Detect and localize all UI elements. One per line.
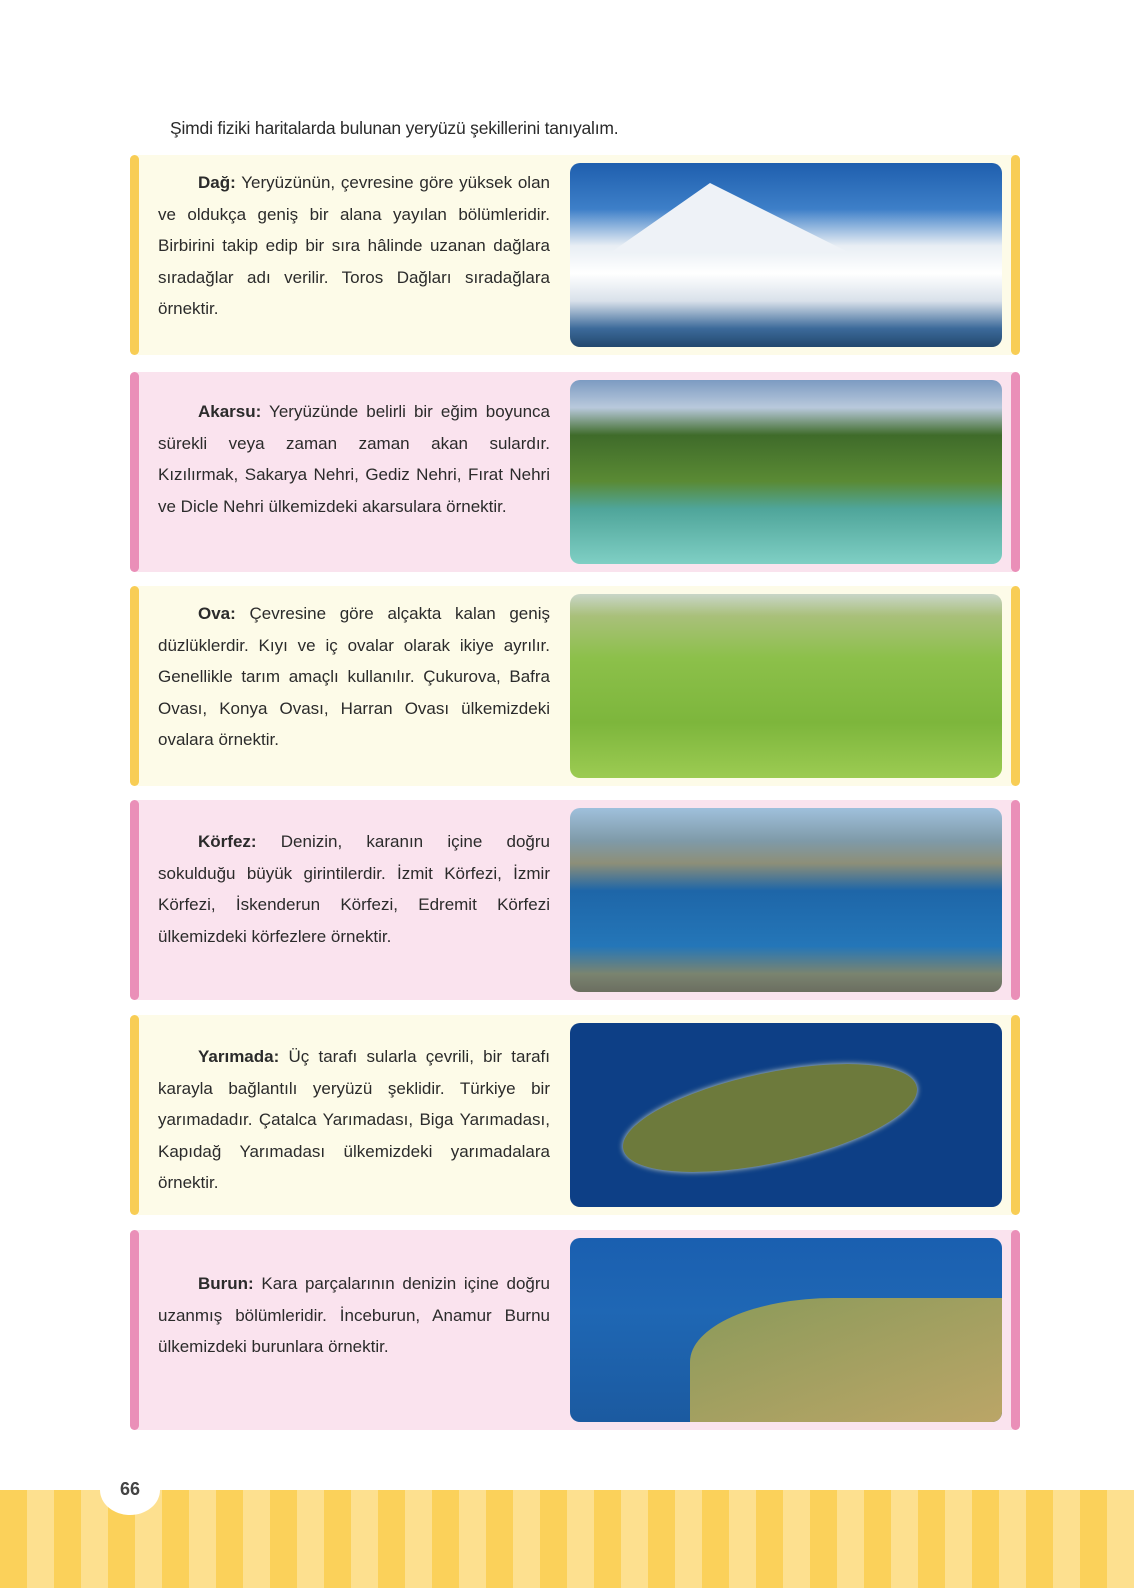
definition: Kara parçalarının denizin içine doğru uzanmış bölümleridir. İnceburun, Anamur Burnu ülkemizdeki burunlara örnektir. xyxy=(158,1274,550,1356)
section-text xyxy=(158,826,550,952)
section-ova xyxy=(130,586,1020,786)
plain-photo xyxy=(570,594,1002,778)
definition: Yeryüzünde belirli bir eğim boyunca sürekli veya zaman zaman akan sulardır. Kızılırmak, Sakarya Nehri, Gediz Nehri, Fırat Nehri ve Dicle Nehri ülkemizdeki akarsulara örnektir. xyxy=(158,402,551,516)
accent-bar xyxy=(1011,372,1020,572)
cape-photo xyxy=(570,1238,1002,1422)
section-text xyxy=(158,598,550,756)
accent-bar xyxy=(130,155,139,355)
section-text xyxy=(158,167,550,325)
accent-bar xyxy=(1011,1230,1020,1430)
section-dag xyxy=(130,155,1020,355)
definition: Yeryüzünün, çevresine göre yüksek olan ve oldukça geniş bir alana yayılan bölümleridir. Birbirini takip edip bir sıra hâlinde uzanan dağlara sıradağlar adı verilir. Toros Dağları sıradağlara örnektir. xyxy=(158,173,550,318)
peninsula-photo xyxy=(570,1023,1002,1207)
accent-bar xyxy=(130,1015,139,1215)
footer-stripes xyxy=(0,1490,1134,1588)
accent-bar xyxy=(130,372,139,572)
section-akarsu xyxy=(130,372,1020,572)
section-text xyxy=(158,1268,550,1363)
term: Ova: xyxy=(198,604,236,623)
river-photo xyxy=(570,380,1002,564)
term: Akarsu: xyxy=(198,402,262,421)
accent-bar xyxy=(1011,155,1020,355)
accent-bar xyxy=(1011,1015,1020,1215)
term: Burun: xyxy=(198,1274,254,1293)
definition: Çevresine göre alçakta kalan geniş düzlüklerdir. Kıyı ve iç ovalar olarak ikiye ayrılır. Genellikle tarım amaçlı kullanılır. Çukurova, Bafra Ovası, Konya Ovası, Harran Ovası ülkemizdeki ovalara örnektir. xyxy=(158,604,550,749)
section-korfez xyxy=(130,800,1020,1000)
accent-bar xyxy=(1011,800,1020,1000)
page-number: 66 xyxy=(100,1465,160,1515)
accent-bar xyxy=(130,800,139,1000)
section-text xyxy=(158,396,550,522)
definition: Üç tarafı sularla çevrili, bir tarafı karayla bağlantılı yeryüzü şeklidir. Türkiye bir yarımadadır. Çatalca Yarımadası, Biga Yarımadası, Kapıdağ Yarımadası ülkemizdeki yarımadalara örnektir. xyxy=(158,1047,550,1192)
term: Dağ: xyxy=(198,173,236,192)
section-text xyxy=(158,1041,550,1199)
term: Körfez: xyxy=(198,832,257,851)
mountain-photo xyxy=(570,163,1002,347)
accent-bar xyxy=(130,1230,139,1430)
term: Yarımada: xyxy=(198,1047,280,1066)
definition: Denizin, karanın içine doğru sokulduğu büyük girintilerdir. İzmit Körfezi, İzmir Körfezi, İskenderun Körfezi, Edremit Körfezi ülkemizdeki körfezlere örnektir. xyxy=(158,832,550,946)
gulf-photo xyxy=(570,808,1002,992)
accent-bar xyxy=(130,586,139,786)
intro-sentence: Şimdi fiziki haritalarda bulunan yeryüzü şekillerini tanıyalım. xyxy=(170,118,619,138)
accent-bar xyxy=(1011,586,1020,786)
section-burun xyxy=(130,1230,1020,1430)
section-yarimada xyxy=(130,1015,1020,1215)
